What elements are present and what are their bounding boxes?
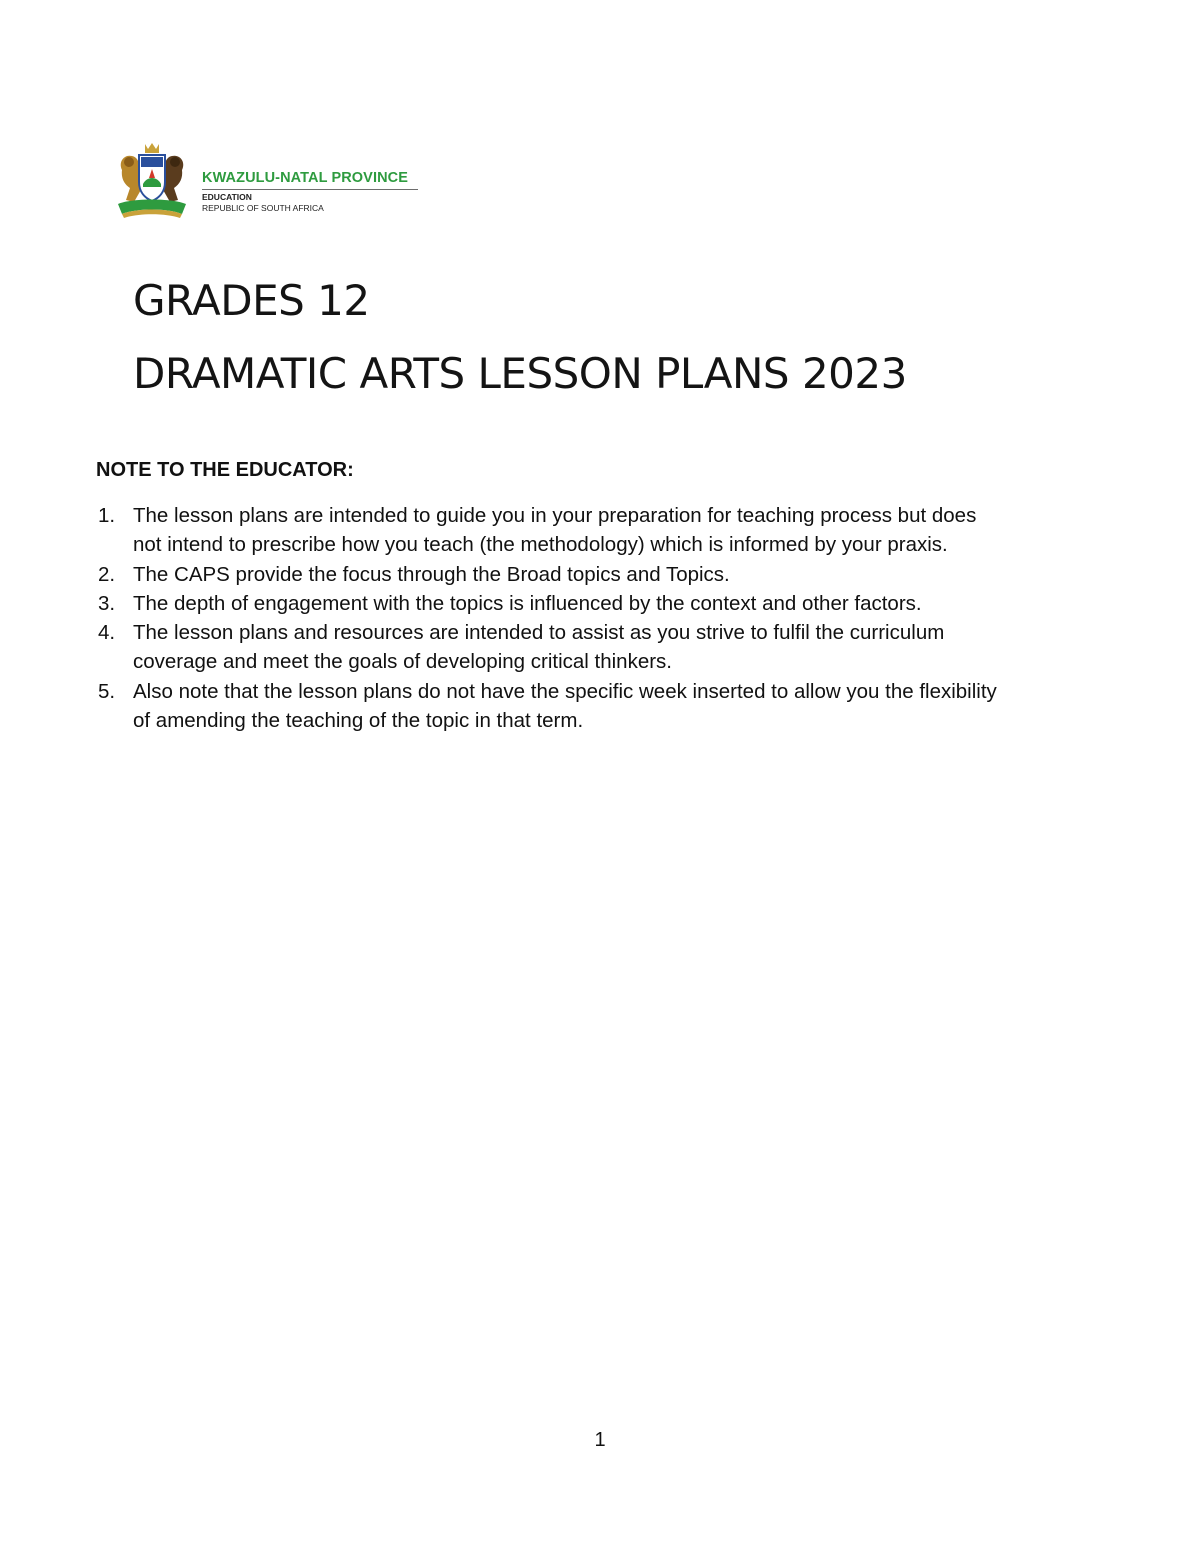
document-title-subject: DRAMATIC ARTS LESSON PLANS 2023 (133, 349, 907, 398)
note-item-number: 2. (98, 562, 116, 586)
note-item-number: 3. (98, 591, 116, 615)
note-item (96, 677, 1136, 736)
note-item-line: The lesson plans are intended to guide you in your preparation for teaching process but does (133, 504, 977, 527)
note-item-number: 4. (98, 621, 116, 645)
note-item-number: 1. (98, 504, 116, 527)
note-item (96, 501, 1136, 560)
note-item (96, 618, 1136, 677)
coat-of-arms-icon (112, 140, 192, 222)
note-item-line: coverage and meet the goals of developing critical thinkers. (133, 650, 673, 674)
page-number: 1 (594, 1429, 606, 1451)
note-item (96, 589, 1136, 618)
note-item-line: The lesson plans and resources are intended to assist as you strive to fulfil the curriculum (133, 621, 945, 645)
note-item-line: Also note that the lesson plans do not have the specific week inserted to allow you the flexibility (133, 679, 997, 703)
kzn-education-logo (112, 140, 422, 222)
logo-text-block (202, 170, 418, 214)
note-item-line: The depth of engagement with the topics is influenced by the context and other factors. (133, 591, 922, 615)
note-list (96, 501, 1136, 735)
org-country: REPUBLIC OF SOUTH AFRICA (202, 203, 324, 213)
org-name: KWAZULU-NATAL PROVINCE (202, 170, 418, 190)
document-title-grade: GRADES 12 (133, 276, 370, 325)
org-department: EDUCATION (202, 192, 252, 202)
note-item-line: not intend to prescribe how you teach (the methodology) which is informed by your praxis. (133, 533, 948, 557)
note-item (96, 560, 1136, 589)
note-heading: NOTE TO THE EDUCATOR: (96, 459, 354, 481)
note-item-line: of amending the teaching of the topic in that term. (133, 709, 584, 733)
note-item-line: The CAPS provide the focus through the Broad topics and Topics. (133, 562, 730, 586)
note-item-number: 5. (98, 679, 116, 703)
